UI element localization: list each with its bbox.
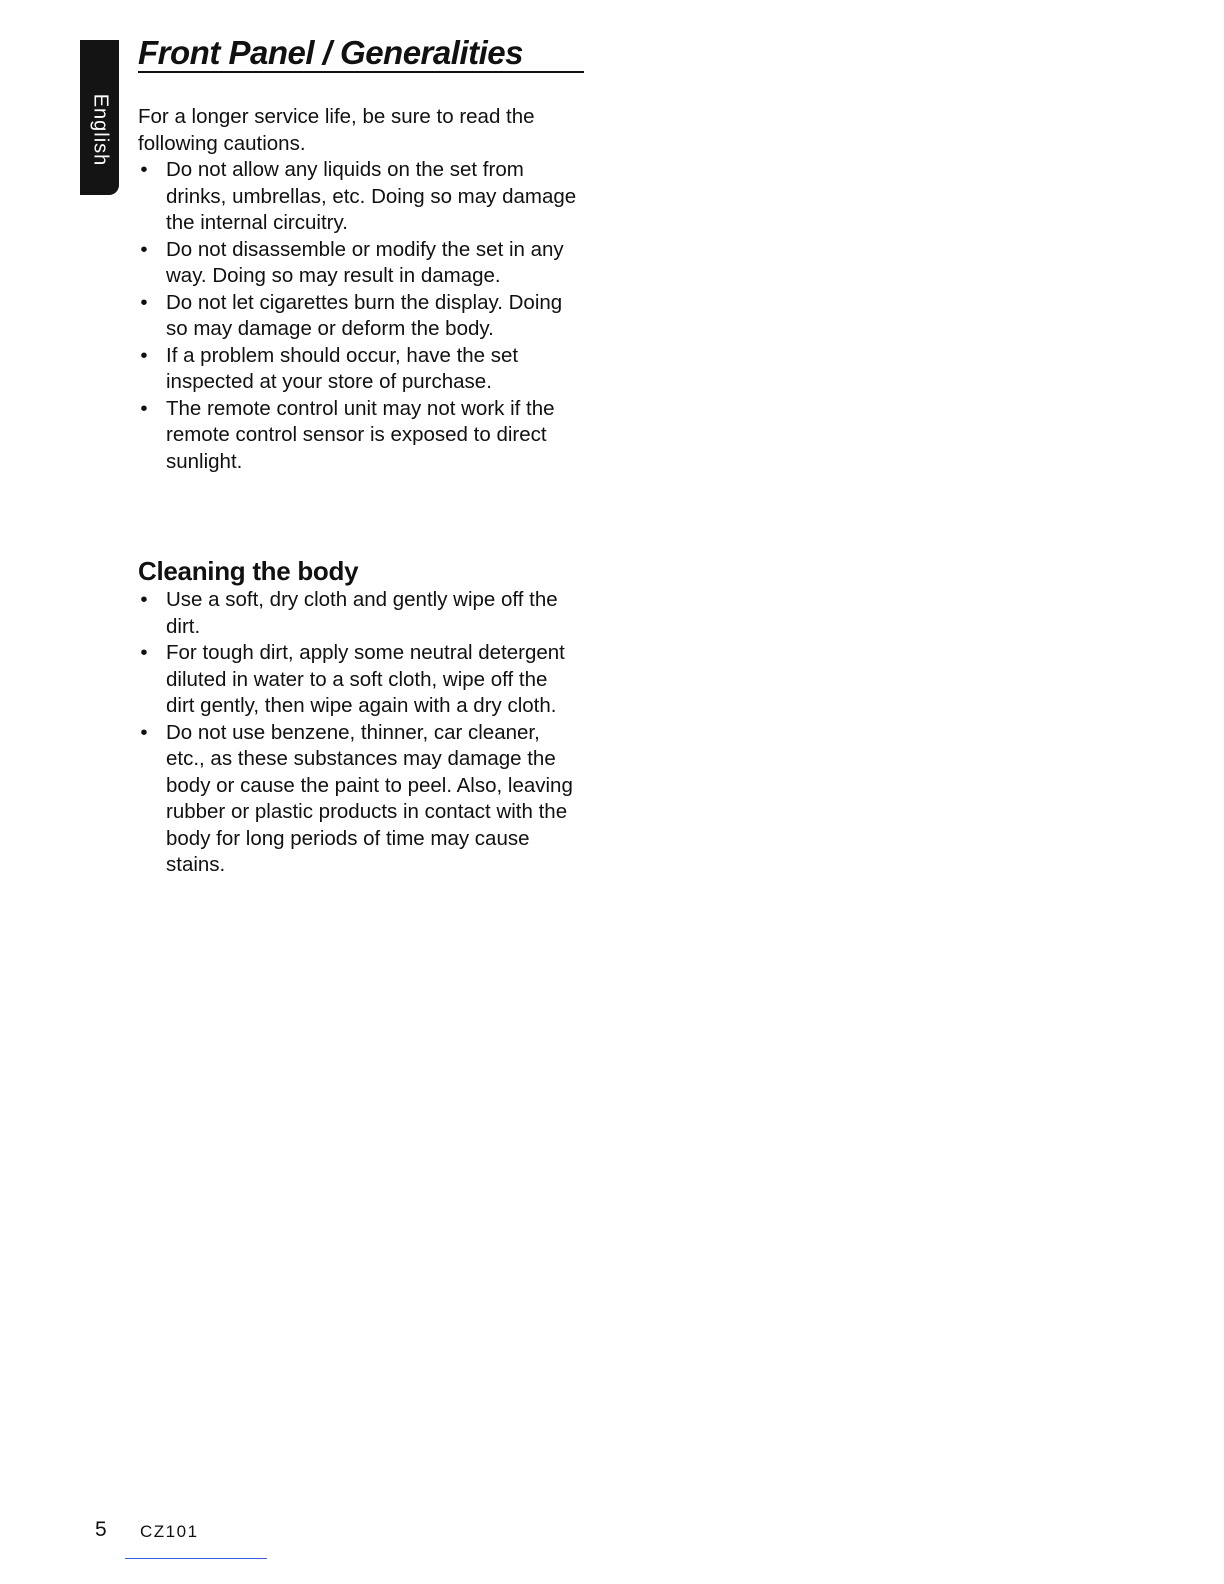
title-underline [138,71,584,73]
list-item [138,720,578,879]
caution-text: If a problem should occur, have the set inspected at your store of purchase. [166,343,519,393]
page-number: 5 [95,1518,107,1541]
cleaning-text: Use a soft, dry cloth and gently wipe off the dirt. [166,588,558,638]
bullet-icon: • [140,396,148,420]
list-item [138,343,578,396]
list-item [138,396,578,476]
model-code: CZ101 [140,1522,199,1541]
caution-text: The remote control unit may not work if the remote control sensor is exposed to direct sunlight. [166,396,555,473]
bullet-icon: • [140,343,148,367]
list-item [138,587,578,640]
page-title: Front Panel / Generalities [138,34,523,71]
cleaning-list [138,587,578,879]
caution-text: Do not disassemble or modify the set in any way. Doing so may result in damage. [166,237,564,287]
list-item [138,640,578,720]
bullet-icon: • [140,290,148,314]
cautions-list [138,157,578,475]
list-item [138,237,578,290]
bullet-icon: • [140,158,148,181]
caution-text: Do not let cigarettes burn the display. Doing so may damage or deform the body. [166,290,563,340]
bullet-icon: • [140,641,148,664]
cleaning-text: Do not use benzene, thinner, car cleaner, etc., as these substances may damage the body or cause the paint to peel. Also, leaving rubber or plastic products in contact with the body for long periods of time may cause stains. [166,720,573,876]
language-tab [80,40,119,195]
intro-paragraph: For a longer service life, be sure to read the following cautions. [138,105,535,155]
list-item [138,157,578,237]
bullet-icon: • [140,588,148,611]
list-item [138,290,578,343]
footer-divider [125,1558,267,1559]
section-heading-cleaning: Cleaning the body [138,556,359,586]
caution-text: Do not allow any liquids on the set from drinks, umbrellas, etc. Doing so may damage the internal circuitry. [166,158,577,234]
language-tab-label: English [89,93,111,167]
bullet-icon: • [140,237,148,261]
bullet-icon: • [140,720,148,744]
cleaning-text: For tough dirt, apply some neutral detergent diluted in water to a soft cloth, wipe off the dirt gently, then wipe again with a dry cloth. [166,641,565,717]
